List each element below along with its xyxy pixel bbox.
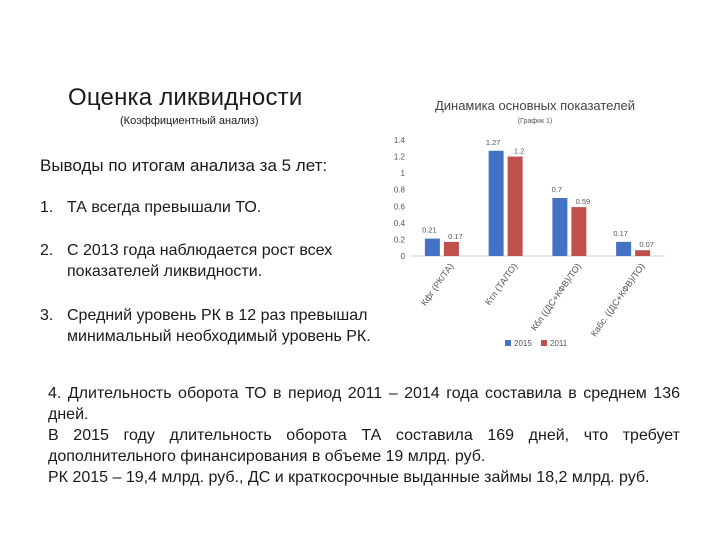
x-tick-label: Кабс. ((ДС+КФВ)/ТО) <box>588 261 647 339</box>
y-tick-label: 0 <box>400 252 405 261</box>
point-text: Средний уровень РК в 12 раз превышал <box>67 307 368 324</box>
legend-swatch-2011 <box>541 340 547 346</box>
page-subtitle: (Коэффициентный анализ) <box>120 115 259 127</box>
legend-label-2011: 2011 <box>550 339 568 348</box>
point-text: С 2013 года наблюдается рост всех <box>67 242 333 259</box>
bottom-text <box>48 383 680 488</box>
legend-label-2015: 2015 <box>514 339 532 348</box>
data-label: 0.59 <box>575 197 591 207</box>
chart-subtitle: (График 1) <box>517 118 553 125</box>
conclusions-heading: Выводы по итогам анализа за 5 лет: <box>40 156 328 175</box>
point-number: 2. <box>40 242 54 259</box>
point-text: ТА всегда превышали ТО. <box>67 199 262 216</box>
y-tick-label: 1 <box>400 169 405 179</box>
paragraph-2015: В 2015 году длительность оборота ТА составила 169 дней, что требует дополнительного финансирования в объеме 19 млрд. руб. <box>48 427 680 465</box>
legend-swatch-2015 <box>505 340 511 346</box>
data-label: 0.17 <box>613 228 628 238</box>
bar-2011 <box>508 157 523 256</box>
x-tick-label: Ктл (ТА/ТО) <box>483 261 520 308</box>
x-tick-label: Кфг (РК/ТА) <box>419 261 456 308</box>
data-label: 0.7 <box>551 185 563 194</box>
y-tick-label: 0.8 <box>393 185 405 195</box>
data-label: 0.17 <box>448 231 463 241</box>
y-tick-label: 0.2 <box>393 235 405 245</box>
paragraph-4: 4. Длительность оборота ТО в период 2011 – 2014 года составила в среднем 136 дней. <box>48 385 680 423</box>
bar-2015 <box>489 151 504 256</box>
y-tick-label: 1.4 <box>393 136 405 145</box>
bar-2015 <box>616 242 631 256</box>
bar-2011 <box>635 250 650 256</box>
bar-2011 <box>571 207 586 256</box>
bar-2015 <box>425 239 440 256</box>
page-title: Оценка ликвидности <box>68 84 303 111</box>
chart-title: Динамика основных показателей <box>434 98 636 113</box>
point-number: 1. <box>40 199 54 216</box>
x-tick-label: Кбл ((ДС+КФВ)/ТО) <box>528 261 584 333</box>
bar-2015 <box>552 198 567 256</box>
y-tick-label: 1.2 <box>393 152 405 162</box>
data-label: 1.2 <box>513 146 525 156</box>
bar-2011 <box>444 242 459 256</box>
paragraph-rk: РК 2015 – 19,4 млрд. руб., ДС и краткосрочные выданные займы 18,2 млрд. руб. <box>48 469 650 486</box>
data-label: 0.21 <box>422 225 437 235</box>
point-number: 3. <box>40 307 54 324</box>
data-label: 0.07 <box>639 240 654 250</box>
point-text-continued: минимальный необходимый уровень РК. <box>67 328 371 345</box>
y-tick-label: 0.4 <box>393 218 405 228</box>
point-text-continued: показателей ликвидности. <box>67 263 263 280</box>
data-label: 1.27 <box>485 137 501 147</box>
y-tick-label: 0.6 <box>393 202 405 212</box>
